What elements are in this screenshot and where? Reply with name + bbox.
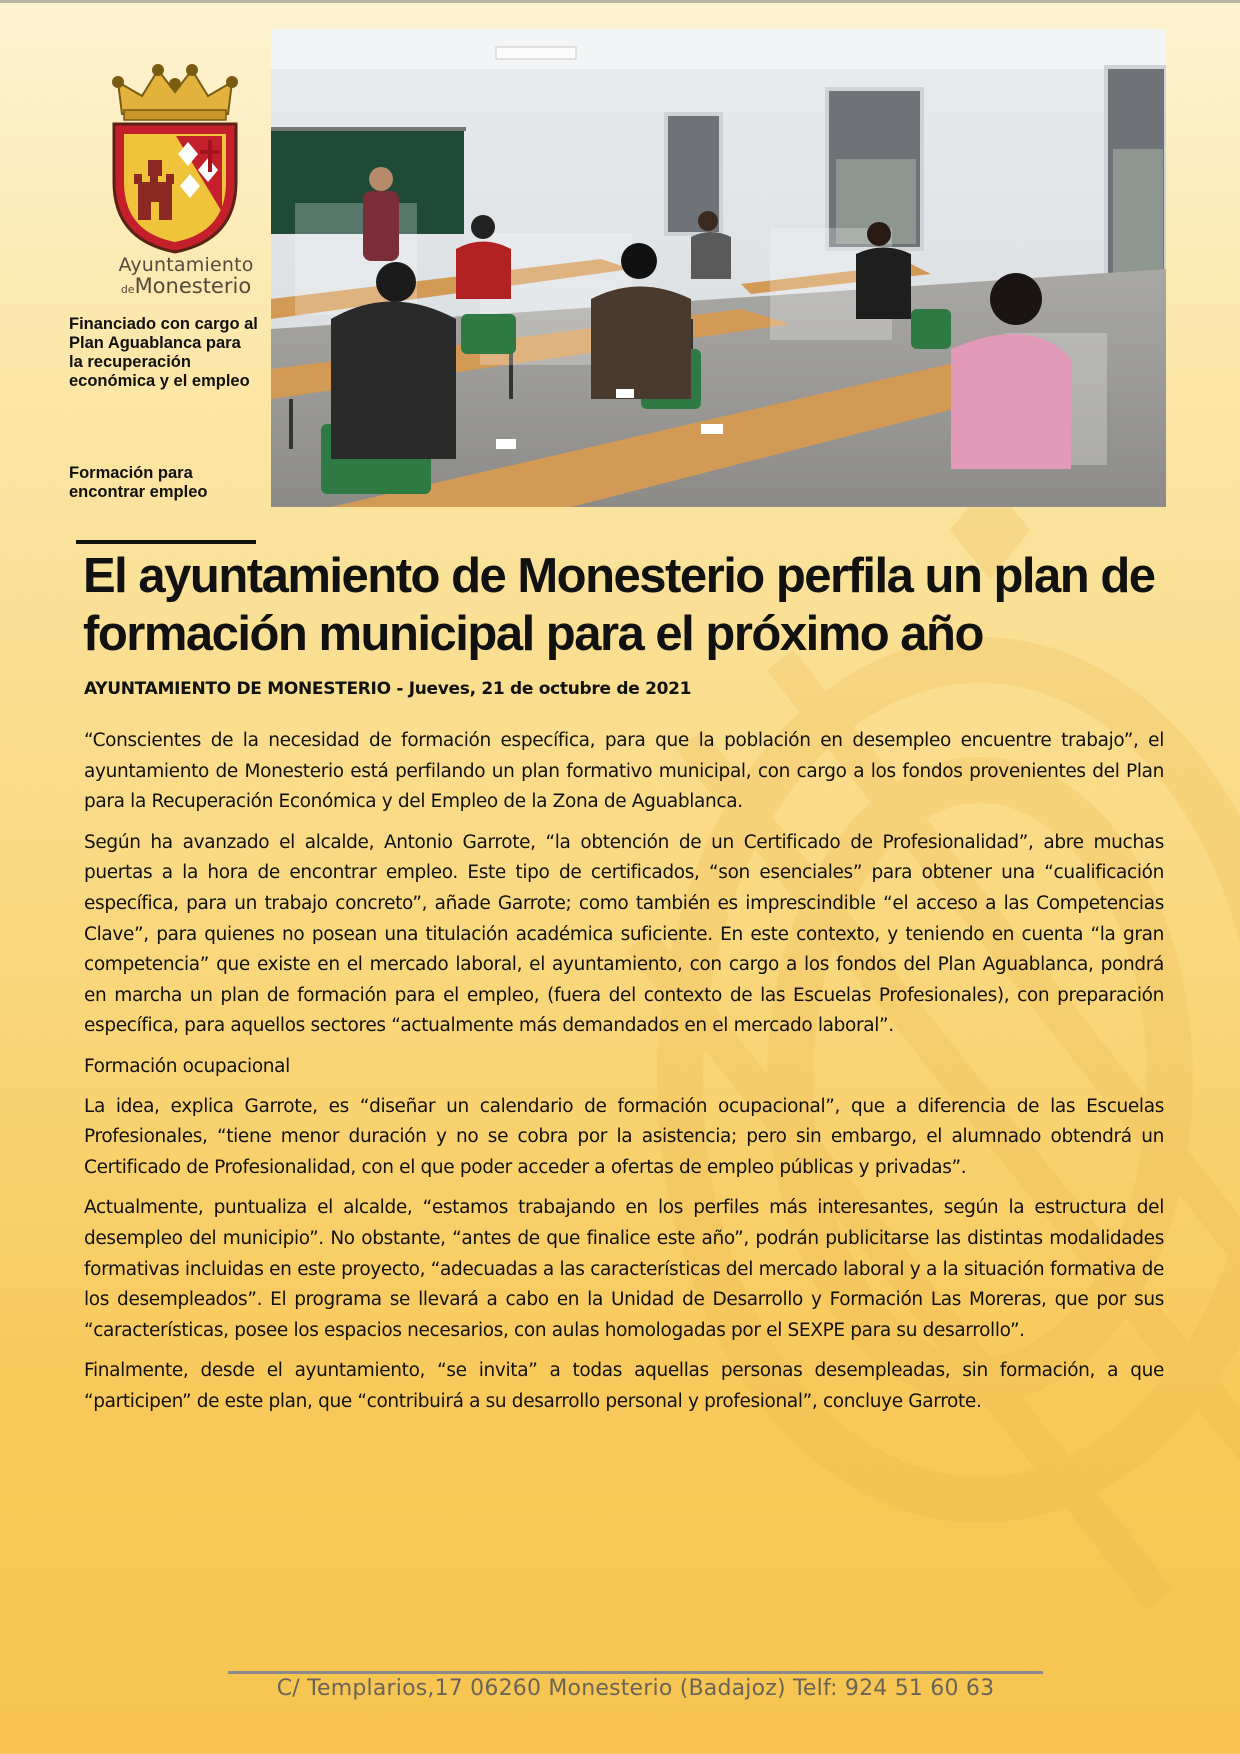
article-subheading: Formación ocupacional bbox=[84, 1055, 290, 1077]
logo-title-town: Monesterio bbox=[134, 274, 252, 298]
funding-note: Financiado con cargo al Plan Aguablanca para la recuperación económica y el empleo bbox=[69, 315, 258, 390]
headline-accent-rule bbox=[76, 540, 256, 544]
article-body bbox=[84, 726, 1164, 1427]
article-paragraph: Actualmente, puntualiza el alcalde, “estamos trabajando en los perfiles más interesantes, según la estructura del desempleo del municipio”. No obstante, “antes de que finalice este año”, podrán publicitarse las distintas modalidades formativas incluidas en este proyecto, “adecuadas a las características del mercado laboral y a la situación formativa de los desempleados”. El programa se llevará a cabo en la Unidad de Desarrollo y Formación Las Moreras, que por sus “características, posee los espacios necesarios, con aulas homologadas por el SEXPE para su desarrollo”. bbox=[84, 1197, 1164, 1341]
article-paragraph: “Conscientes de la necesidad de formación específica, para que la población en desempleo encuentre trabajo”, el ayuntamiento de Monesterio está perfilando un plan formativo municipal, con cargo a los fondos provenientes del Plan para la Recuperación Económica y del Empleo de la Zona de Aguablanca. bbox=[84, 730, 1164, 813]
logo-title-line1: Ayuntamiento bbox=[118, 254, 254, 276]
page-top-border bbox=[0, 0, 1240, 3]
footer-address: C/ Templarios,17 06260 Monesterio (Badajoz) Telf: 924 51 60 63 bbox=[276, 1676, 995, 1701]
article-paragraph: Finalmente, desde el ayuntamiento, “se invita” a todas aquellas personas desempleadas, sin formación, a que “participen” de este plan, que “contribuirá a su desarrollo personal y profesional”, concluye Garrote. bbox=[84, 1360, 1164, 1412]
footer-rule bbox=[228, 1671, 1043, 1674]
article-paragraph: La idea, explica Garrote, es “diseñar un calendario de formación ocupacional”, que a diferencia de las Escuelas Profesionales, “tiene menor duración y no se cobra por la asistencia; pero sin embargo, el alumnado obtendrá un Certificado de Profesionalidad, con el que poder acceder a ofertas de empleo públicas y privadas”. bbox=[84, 1095, 1164, 1178]
article-byline: AYUNTAMIENTO DE MONESTERIO - Jueves, 21 de octubre de 2021 bbox=[84, 679, 692, 699]
classroom-photo-image bbox=[271, 29, 1166, 507]
section-label: Formación para encontrar empleo bbox=[69, 464, 208, 501]
logo-title-prefix: de bbox=[120, 283, 135, 296]
article-headline: El ayuntamiento de Monesterio perfila un plan de formación municipal para el próximo año bbox=[83, 549, 1155, 661]
logo-title-line2 bbox=[100, 274, 272, 298]
article-paragraph: Según ha avanzado el alcalde, Antonio Garrote, “la obtención de un Certificado de Profesionalidad”, abre muchas puertas a la hora de encontrar empleo. Este tipo de certificados, “son esenciales” para obtener una “cualificación específica, para un trabajo concreto”, añade Garrote; como también es imprescindible “el acceso a las Competencias Clave”, para quienes no posean una titulación académica suficiente. En este contexto, y teniendo en cuenta “la gran competencia” que existe en el mercado laboral, el ayuntamiento, con cargo a los fondos del Plan Aguablanca, pondrá en marcha un plan de formación para el empleo, (fuera del contexto de las Escuelas Profesionales), con preparación específica, para aquellos sectores “actualmente más demandados en el mercado laboral”. bbox=[84, 831, 1164, 1037]
